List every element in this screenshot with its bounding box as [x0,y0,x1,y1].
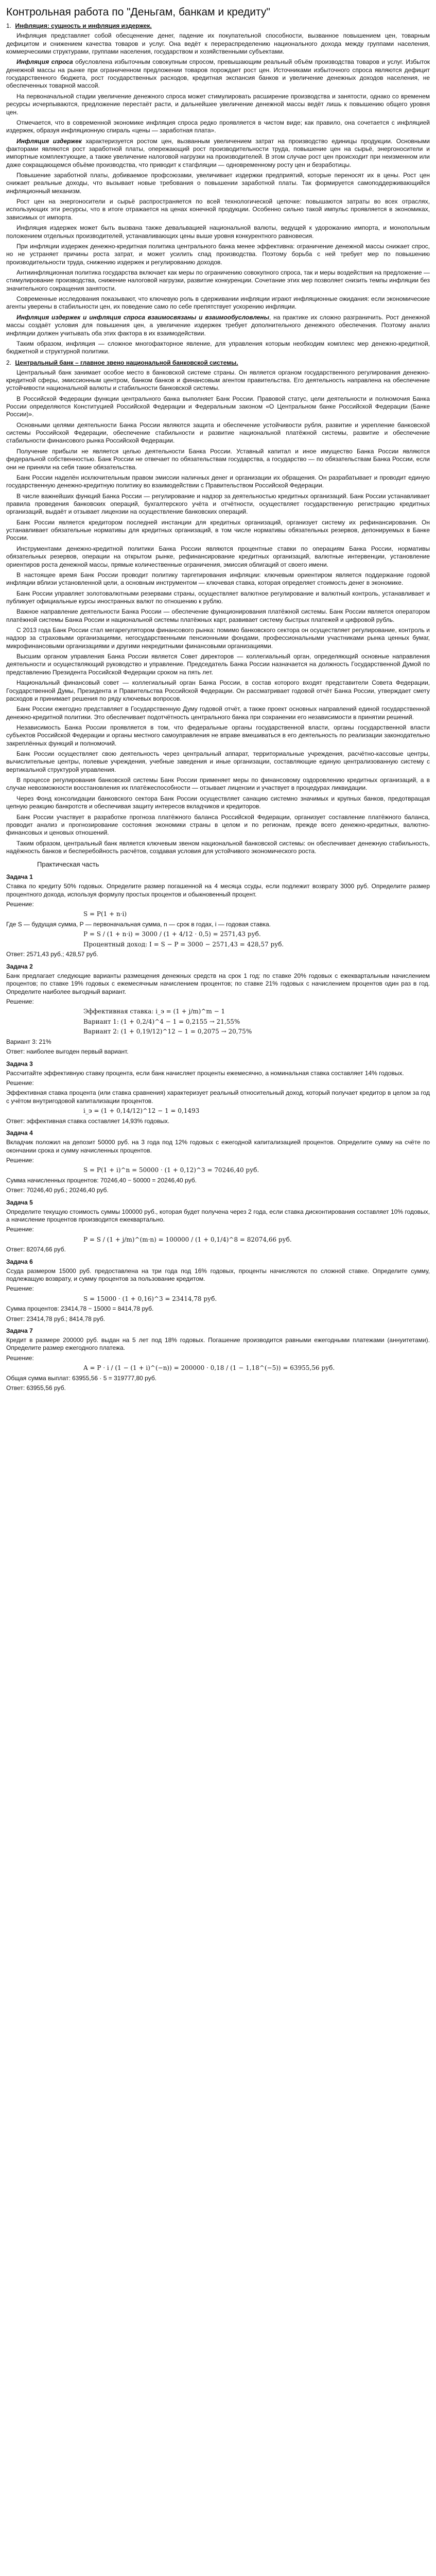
paragraph-text: Центральный банк занимает особое место в банковской системе страны. Он является органом государственного регулирования денежно-кредитной сферы, эмиссионным центром, банком банков и финансовым агентом правительства. Его деятельность направлена на обеспечение устойчивости национальной валюты и стабильности банковской системы. [6,368,430,392]
paragraph [6,545,430,569]
paragraph [6,724,430,748]
paragraph [6,198,430,222]
paragraph [6,493,430,516]
paragraph [6,369,430,393]
task-line: Ответ: 70246,40 руб.; 20246,40 руб. [6,1187,109,1194]
section-number: 1. [6,22,12,30]
paragraph [6,340,430,356]
paragraph-text: характеризуется ростом цен, вызванным увеличением затрат на производство единицы продукции. Основными факторами являются рост заработной платы, опережающий рост производительности труда, повышение цен на сырьё, энергоносители и импортные комплектующие, а также увеличение налоговой нагрузки на производителей. В этом случае рост цен происходит при неизменном или даже сокращающемся объёме производства, что приводит к стагфляции — одновременному росту цен и безработицы. [6,137,430,168]
task-line: Ответ: 63955,56 руб. [6,1384,66,1392]
paragraph-text: Инфляция представляет собой обесценение денег, падение их покупательной способности, вызванное повышением цен, товарным дефицитом и снижением качества товаров и услуг. Она ведёт к перераспределению национального дохода между группами населения, коммерческими структурами, группами населения, государством и хозяйственными субъектами. [6,32,430,56]
paragraph-text: Антиинфляционная политика государства включает как меры по ограничению совокупного спроса, так и меры воздействия на предложение — стимулирование производства, снижение налоговой нагрузки, развитие конкуренции. Сочетание этих мер позволяет снизить темпы инфляции без значительного сокращения занятости. [6,269,430,292]
paragraph [6,571,430,587]
paragraph [6,795,430,811]
paragraph-text: Таким образом, центральный банк является ключевым звеном национальной банковской системы: он обеспечивает денежную стабильность, надёжность банков и бесперебойность расчётов, создавая условия для устойчивого экономического роста. [6,839,430,855]
paragraph-term: Инфляция спроса [16,58,73,66]
task-title: Задача 1 [6,873,33,881]
task-line: Ответ: 82074,66 руб. [6,1246,66,1253]
practical-heading: Практическая часть [37,860,99,869]
task-title: Задача 5 [6,1198,33,1206]
task-line: Решение: [6,900,34,908]
task-line: Эффективная ставка процента (или ставка сравнения) характеризует реальный относительный доход, который получает кредитор в целом за год с учётом внутригодовой капитализации процентов. [6,1089,430,1105]
task [6,1258,430,1323]
task-formula: S = P(1 + i)^n = 50000 · (1 + 0,12)^3 = 70246,40 руб. [83,1166,259,1174]
paragraph-text: Инструментами денежно-кредитной политики Банка России являются процентные ставки по операциям Банка России, нормативы обязательных резервов, операции на открытом рынке, рефинансирование кредитных организаций, валютные интервенции, установление ориентиров роста денежной массы, прямые количественные ограничения, эмиссия облигаций от своего имени. [6,545,430,568]
paragraph-text: Банк России управляет золотовалютными резервами страны, осуществляет валютное регулирование и валютный контроль, устанавливает и публикует официальные курсы иностранных валют по отношению к рублю. [6,589,430,605]
task-line: Сумма начисленных процентов: 70246,40 − 50000 = 20246,40 руб. [6,1176,197,1184]
paragraph-term: Инфляция издержек и инфляция спроса взаимосвязаны и взаимообусловлены [16,313,269,321]
task-formula: Эффективная ставка: i_э = (1 + j/m)^m − 1 [83,1008,225,1015]
task-line: Ответ: эффективная ставка составляет 14,93% годовых. [6,1117,170,1125]
section-title: Центральный банк – главное звено национальной банковской системы. [15,359,238,366]
task-formula: P = S / (1 + n·i) = 3000 / (1 + 4/12 · 0,5) = 2571,43 руб. [83,930,261,938]
task-line: Определите текущую стоимость суммы 100000 руб., которая будет получена через 2 года, если ставка дисконтирования составляет 10% годовых, а начисление процентов производится ежеквартально. [6,1208,430,1223]
task-formula: Вариант 1: (1 + 0,2/4)^4 − 1 = 0,2155 → 21,55% [83,1018,240,1025]
task-line: Сумма процентов: 23414,78 − 15000 = 8414,78 руб. [6,1305,154,1313]
paragraph [6,750,430,774]
paragraph-text: В настоящее время Банк России проводит политику таргетирования инфляции: ключевым ориентиром является поддержание годовой инфляции вблизи установленной цели, а основным инструментом — ключевая ставка, которая определяет стоимость денег в экономике. [6,571,430,587]
paragraph [6,679,430,703]
paragraph [6,590,430,606]
paragraph-text: Таким образом, инфляция — сложное многофакторное явление, для управления которым необходим комплекс мер денежно-кредитной, бюджетной и структурной политики. [6,340,430,355]
task [6,1327,430,1392]
paragraph-text: Банк России участвует в разработке прогноза платёжного баланса Российской Федерации, организует составление платёжного баланса, проводит анализ и прогнозирование состояния экономики страны в целом и по регионам, прежде всего денежно-кредитных, валютно-финансовых и ценовых отношений. [6,813,430,837]
task-formula: S = P(1 + n·i) [83,910,127,918]
task-formula: A = P · i / (1 − (1 + i)^(−n)) = 200000 · 0,18 / (1 − 1,18^(−5)) = 63955,56 руб. [83,1364,335,1372]
paragraph-text: В числе важнейших функций Банка России — регулирование и надзор за деятельностью кредитных организаций. Банк России устанавливает правила проведения банковских операций, бухгалтерского учёта и отчётности, осуществляет государственную регистрацию кредитных организаций, выдаёт и отзывает лицензии на осуществление банковских операций. [6,492,430,516]
task-formula: S = 15000 · (1 + 0,16)^3 = 23414,78 руб. [83,1295,217,1302]
task-title: Задача 3 [6,1060,33,1067]
task-line: Ответ: 23414,78 руб.; 8414,78 руб. [6,1315,106,1323]
paragraph [6,119,430,135]
paragraph-text: В процессе регулирования банковской системы Банк России применяет меры по финансовому оздоровлению кредитных организаций, а в случае невозможности восстановления их платёжеспособности — отзывает лицензии и участвует в процедурах ликвидации. [6,776,430,792]
task-line: Решение: [6,1354,34,1362]
task-line: Решение: [6,1156,34,1164]
paragraph-text: Современные исследования показывают, что ключевую роль в сдерживании инфляции играют инфляционные ожидания: если экономические агенты уверены в стабильности цен, их поведение само по себе препятствует ускорению инфляции. [6,295,430,311]
paragraph-text: При инфляции издержек денежно-кредитная политика центрального банка менее эффективна: ограничение денежной массы снижает спрос, но не устраняет причины роста затрат, и может усилить спад производства. Поэтому борьба с ней требует мер по повышению производительности труда, снижению издержек и регулированию доходов. [6,242,430,266]
paragraph-text: Отмечается, что в современной экономике инфляция спроса редко проявляется в чистом виде; как правило, она сочетается с инфляцией издержек, образуя инфляционную спираль «цены — заработная плата». [6,118,430,134]
paragraph [6,58,430,90]
task-line: Решение: [6,1079,34,1087]
paragraph-text: Банк России осуществляет свою деятельность через центральный аппарат, территориальные учреждения, расчётно-кассовые центры, вычислительные центры, полевые учреждения, учебные заведения и иные организации, составляющие единую централизованную систему с вертикальной структурой управления. [6,750,430,773]
task-line: Решение: [6,1285,34,1293]
task-line: Решение: [6,1226,34,1233]
paragraph [6,243,430,266]
task [6,873,430,959]
paragraph [6,395,430,419]
paragraph-term: Инфляция издержек [16,137,82,145]
paragraph-text: Высшим органом управления Банка России является Совет директоров — коллегиальный орган, определяющий основные направления деятельности и осуществляющий руководство и управление. Председатель Банка России назначается на должность Государственной Думой по представлению Президента Российской Федерации сроком на пять лет. [6,653,430,676]
paragraph-text: Независимость Банка России проявляется в том, что федеральные органы государственной власти, органы государственной власти субъектов Российской Федерации и органы местного самоуправления не вправе вмешиваться в его деятельность по реализации законодательно закреплённых функций и полномочий. [6,723,430,747]
section-heading [6,359,430,367]
section-inflation [6,22,430,355]
paragraph [6,93,430,116]
paragraph [6,172,430,195]
task-line: Где S — будущая сумма, P — первоначальная сумма, n — срок в годах, i — годовая ставка. [6,920,271,928]
task [6,963,430,1056]
paragraph-text: обусловлена избыточным совокупным спросом, превышающим реальный объём производства товаров и услуг. Избыток денежной массы на рынке при ограниченном предложении товаров порождает рост цен. Источниками избыточного спроса являются дефицит государственного бюджета, рост государственных расходов, кредитная экспансия банков и увеличение денежных доходов населения, не обеспеченных товарной массой. [6,58,430,90]
paragraph [6,295,430,311]
task-line: Ответ: наиболее выгоден первый вариант. [6,1048,129,1056]
paragraph-text: Национальный финансовый совет — коллегиальный орган Банка России, в состав которого входят представители Совета Федерации, Государственной Думы, Президента и Правительства Российской Федерации. Он рассматривает годовой отчёт Банка России, утверждает смету расходов и принимает решения по ряду ключевых вопросов. [6,679,430,702]
paragraph [6,314,430,337]
paragraph-text: Важное направление деятельности Банка России — обеспечение функционирования платёжной системы. Банк России является оператором платёжной системы Банка России и национальной системы платёжных карт, развивает систему быстрых платежей и цифровой рубль. [6,608,430,623]
task-title: Задача 4 [6,1129,33,1137]
paragraph-text: Основными целями деятельности Банка России являются защита и обеспечение устойчивости рубля, развитие и укрепление банковской системы Российской Федерации, обеспечение стабильности и развитие национальной платёжной системы, развитие и обеспечение стабильности финансового рынка Российской Федерации. [6,421,430,445]
paragraph-text: Повышение заработной платы, добиваемое профсоюзами, увеличивает издержки предприятий, которые переносят их в цены. Рост цен снижает реальные доходы, что вызывает новые требования о повышении заработной платы. Так формируется самоподдерживающийся инфляционный механизм. [6,172,430,195]
paragraph-text: Банк России ежегодно представляет в Государственную Думу годовой отчёт, а также проект основных направлений единой государственной денежно-кредитной политики. Это обеспечивает подотчётность центрального банка при сохранении его независимости в принятии решений. [6,705,430,721]
task-line: Общая сумма выплат: 63955,56 · 5 = 319777,80 руб. [6,1374,157,1382]
paragraph [6,653,430,676]
task-formula: i_э = (1 + 0,14/12)^12 − 1 = 0,1493 [83,1107,200,1115]
paragraph [6,448,430,471]
task-line: Решение: [6,997,34,1005]
section-central-bank [6,359,430,856]
task-title: Задача 6 [6,1258,33,1265]
task [6,1129,430,1194]
task-formula: Процентный доход: I = S − P = 3000 − 2571,43 = 428,57 руб. [83,940,284,948]
paragraph [6,224,430,240]
task-title: Задача 7 [6,1327,33,1334]
paragraph-text: На первоначальной стадии увеличение денежного спроса может стимулировать расширение производства и занятости, однако со временем ресурсы исчерпываются, предложение перестаёт расти, и дальнейшее увеличение денежной массы ведёт лишь к повышению общего уровня цен. [6,92,430,116]
section-body [6,369,430,856]
paragraph-text: Инфляция издержек может быть вызвана также девальвацией национальной валюты, ведущей к удорожанию импорта, и монопольным положением отдельных производителей, устанавливающих цены выше уровня конкурентного равновесия. [6,224,430,240]
paragraph [6,626,430,650]
paragraph [6,138,430,169]
paragraph-text: Банк России наделён исключительным правом эмиссии наличных денег и организации их обращения. Он разрабатывает и проводит единую государственную денежно-кредитную политику во взаимодействии с Правительством Российской Федерации. [6,473,430,489]
task-title: Задача 2 [6,962,33,970]
paragraph-text: Рост цен на энергоносители и сырьё распространяется по всей технологической цепочке: повышаются затраты во всех отраслях, использующих эти ресурсы, что в итоге отражается на ценах конечной продукции. Особенно сильно такой импульс проявляется в экономиках, зависимых от импорта. [6,198,430,221]
task-line: Ссуда размером 15000 руб. предоставлена на три года под 16% годовых, проценты начисляются по сложной ставке. Определите сумму, подлежащую возврату, и сумму процентов за пользование кредитом. [6,1267,430,1282]
paragraph [6,519,430,543]
section-heading [6,22,430,30]
page-title: Контрольная работа по "Деньгам, банкам и кредиту" [6,6,270,18]
paragraph-text: Через Фонд консолидации банковского сектора Банк России осуществляет санацию системно значимых и крупных банков, предотвращая цепную реакцию банкротств и обеспечивая защиту интересов вкладчиков и кредиторов. [6,794,430,810]
paragraph [6,269,430,293]
section-practical [6,860,430,1392]
paragraph-text: В Российской Федерации функции центрального банка выполняет Банк России. Правовой статус, цели деятельности и полномочия Банка России определяются Конституцией Российской Федерации и Федеральным законом «О Центральном банке Российской Федерации (Банке России)». [6,395,430,418]
section-body [6,32,430,355]
paragraph-text: С 2013 года Банк России стал мегарегулятором финансового рынка: помимо банковского сектора он осуществляет регулирование, контроль и надзор за страховыми организациями, негосударственными пенсионными фондами, профессиональными участниками рынка ценных бумаг, микрофинансовыми организациями и другими некредитными финансовыми организациями. [6,626,430,650]
task [6,1199,430,1254]
task-line: Ответ: 2571,43 руб.; 428,57 руб. [6,951,98,958]
task-formula: P = S / (1 + j/m)^(m·n) = 100000 / (1 + 0,1/4)^8 = 82074,66 руб. [83,1235,292,1243]
paragraph [6,421,430,445]
paragraph-text: Получение прибыли не является целью деятельности Банка России. Уставный капитал и иное имущество Банка России являются федеральной собственностью. Банк России не отвечает по обязательствам государства, а государство — по обязательствам Банка России, если они не приняли на себя такие обязательства. [6,447,430,471]
tasks-list [6,873,430,1392]
paragraph [6,608,430,624]
task-formula: Вариант 2: (1 + 0,19/12)^12 − 1 = 0,2075 → 20,75% [83,1028,252,1036]
section-title: Инфляция: сущность и инфляция издержек. [15,22,152,30]
task [6,1060,430,1125]
paragraph [6,840,430,856]
task-line: Вариант 3: 21% [6,1038,51,1046]
paragraph-text: Банк России является кредитором последней инстанции для кредитных организаций, организует систему их рефинансирования. Он устанавливает обязательные нормативы для кредитных организаций, в том числе нормативы обязательных резервов, депонируемых в Банке России. [6,518,430,542]
task-line: Рассчитайте эффективную ставку процента, если банк начисляет проценты ежемесячно, а номинальная ставка составляет 14% годовых. [6,1069,404,1077]
paragraph [6,814,430,837]
task-line: Вкладчик положил на депозит 50000 руб. на 3 года под 12% годовых с ежегодной капитализацией процентов. Определите сумму на счёте по окончании срока и сумму начисленных процентов. [6,1139,430,1154]
task-line: Банк предлагает следующие варианты размещения денежных средств на срок 1 год: по ставке 20% годовых с ежеквартальным начислением процентов; по ставке 19% годовых с ежемесячным начислением процентов; по ставке 21% годовых с начислением процентов один раз в год. Определите наиболее выгодный вариант. [6,972,430,995]
paragraph-text: , на практике их сложно разграничить. Рост денежной массы создаёт условия для повышения цен, а увеличение издержек требует дополнительного денежного обеспечения. Поэтому анализ инфляции должен учитывать оба этих фактора в их взаимодействии. [6,313,430,337]
paragraph [6,776,430,792]
paragraph [6,32,430,56]
paragraph [6,705,430,721]
task-line: Ставка по кредиту 50% годовых. Определите размер погашенной на 4 месяца ссуды, если подлежит возврату 3000 руб. Определите размер процентного дохода, используя формулу простых процентов и обыкновенный процент. [6,883,430,898]
paragraph [6,474,430,490]
section-number: 2. [6,359,12,366]
task-line: Кредит в размере 200000 руб. выдан на 5 лет под 18% годовых. Погашение производится равными ежегодными платежами (аннуитетами). Определите размер ежегодного платежа. [6,1336,430,1352]
